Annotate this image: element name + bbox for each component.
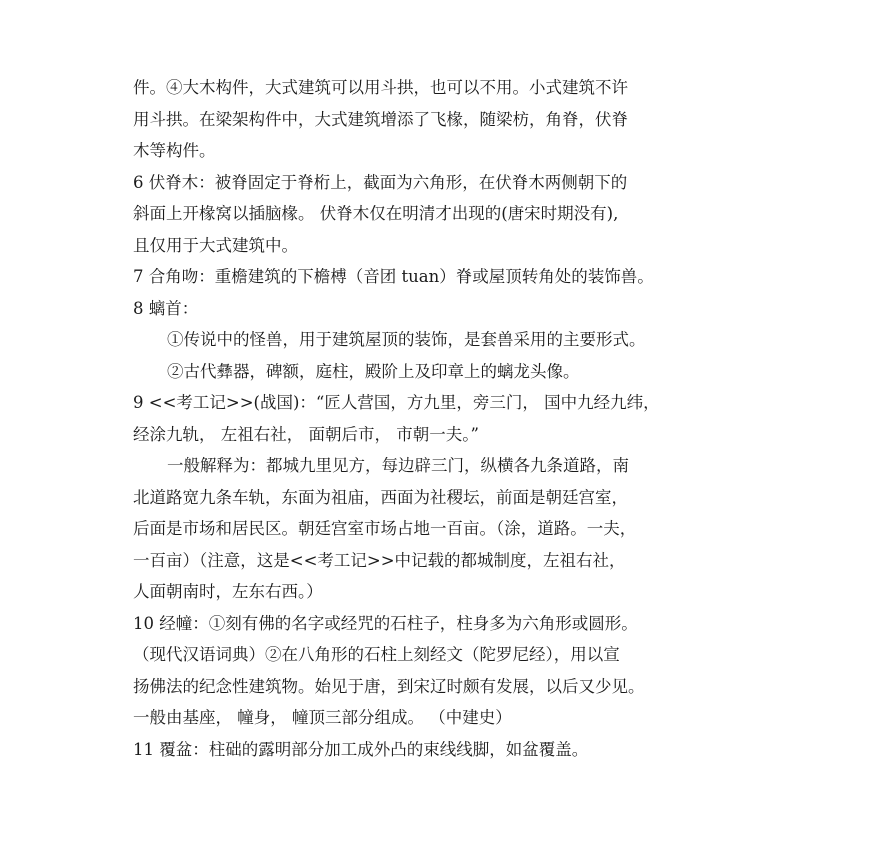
text-line: 8 螭首： bbox=[133, 298, 199, 318]
text-line: 10 经幢：①刻有佛的名字或经咒的石柱子，柱身多为六角形或圆形。 bbox=[133, 613, 638, 633]
text-line: 11 覆盆：柱础的露明部分加工成外凸的束线线脚，如盆覆盖。 bbox=[133, 739, 589, 759]
text-line: 木等构件。 bbox=[133, 141, 216, 160]
text-line: 人面朝南时，左东右西。） bbox=[133, 582, 323, 601]
text-line: 北道路宽九条车轨，东面为祖庙，西面为社稷坛，前面是朝廷宫室， bbox=[133, 487, 628, 507]
text-line: 一般解释为：都城九里见方，每边辟三门，纵横各九条道路，南 bbox=[167, 456, 629, 475]
text-line: 9 <<考工记>>(战国)：“匠人营国，方九里，旁三门， 国中九经九纬， bbox=[133, 393, 660, 412]
text-line: 且仅用于大式建筑中。 bbox=[133, 235, 298, 255]
text-line: 7 合角吻：重檐建筑的下檐榑（音团 tuan）脊或屋顶转角处的装饰兽。 bbox=[133, 267, 654, 286]
text-line: 一百亩）（注意，这是<<考工记>>中记载的都城制度，左祖右社， bbox=[133, 550, 626, 570]
text-line: 斜面上开椽窝以插脑椽。 伏脊木仅在明清才出现的(唐宋时期没有), bbox=[133, 204, 619, 223]
text-line: 件。④大木构件，大式建筑可以用斗拱，也可以不用。小式建筑不许 bbox=[133, 78, 628, 97]
body-text bbox=[133, 72, 753, 765]
text-line: （现代汉语词典）②在八角形的石柱上刻经文（陀罗尼经），用以宣 bbox=[133, 645, 620, 664]
text-line: 用斗拱。在梁架构件中，大式建筑增添了飞椽，随梁枋，角脊，伏脊 bbox=[133, 109, 628, 129]
text-line: 经涂九轨， 左祖右社， 面朝后市， 市朝一夫。” bbox=[133, 424, 479, 444]
text-line: 6 伏脊木：被脊固定于脊桁上，截面为六角形，在伏脊木两侧朝下的 bbox=[133, 172, 628, 192]
text-line: 一般由基座， 幢身， 幢顶三部分组成。 （中建史） bbox=[133, 708, 512, 727]
text-line: ①传说中的怪兽，用于建筑屋顶的装饰，是套兽采用的主要形式。 bbox=[167, 330, 646, 349]
text-line: ②古代彝器，碑额，庭柱，殿阶上及印章上的螭龙头像。 bbox=[167, 361, 580, 381]
text-line: 后面是市场和居民区。朝廷宫室市场占地一百亩。（涂，道路。一夫， bbox=[133, 519, 637, 538]
text-line: 扬佛法的纪念性建筑物。始见于唐，到宋辽时颇有发展，以后又少见。 bbox=[133, 676, 645, 696]
